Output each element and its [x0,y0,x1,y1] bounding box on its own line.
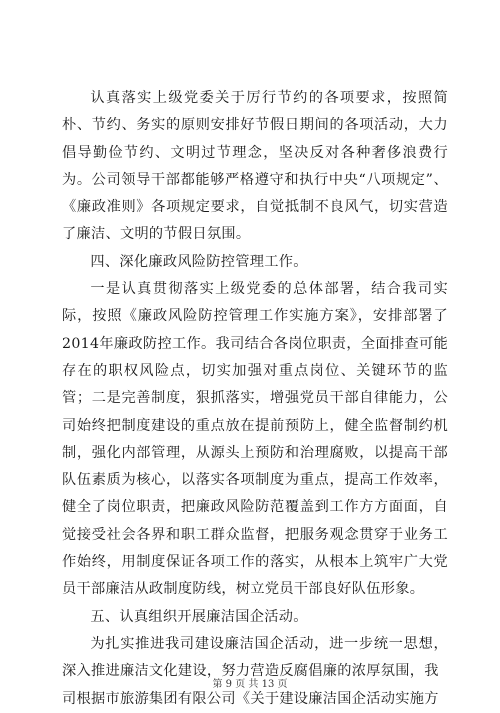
document-body [62,85,448,713]
paragraph-risk-control: 一是认真贯彻落实上级党委的总体部署，结合我司实际，按照《廉政风险防控管理工作实施方案》，安排部署了2014年廉政防控工作。我司结合各岗位职责，全面排查可能存在的职权风险点，切实加强对重点岗位、关键环节的监管；二是完善制度，狠抓落实，增强党员干部自律能力，公司始终把制度建设的重点放在提前预防上，健全监督制约机制，强化内部管理，从源头上预防和治理腐败，以提高干部队伍素质为核心，以落实各项制度为重点，提高工作效率，健全了岗位职责，把廉政风险防范覆盖到工作方方面面，自觉接受社会各界和职工群众监督，把服务观念贯穿于业务工作始终，用制度保证各项工作的落实，从根本上筑牢广大党员干部廉洁从政制度防线，树立党员干部良好队伍形象。 [62,281,448,598]
section-heading-clean-soe: 五、认真组织开展廉洁国企活动。 [90,608,308,625]
page-number-footer: 第 9 页 共 13 页 [212,679,288,690]
section-heading-risk-control: 四、深化廉政风险防控管理工作。 [90,253,308,270]
paragraph-clean-soe-continued: 司根据市旅游集团有限公司《关于建设廉洁国企活动实施方 [62,690,439,707]
paragraph-clean-soe-intro: 为扎实推进我司建设廉洁国企活动，进一步统一思想，深入推进廉洁文化建设，努力营造反腐倡廉的浓厚氛围，我 [62,635,448,680]
paragraph-frugality: 认真落实上级党委关于厉行节约的各项要求，按照简朴、节约、务实的原则安排好节假日期间的各项活动，大力倡导勤俭节约、文明过节理念，坚决反对各种奢侈浪费行为。公司领导干部都能够严格遵守和执行中央“八项规定”、《廉政准则》各项规定要求，自觉抵制不良风气，切实营造了廉洁、文明的节假日氛围。 [62,90,448,243]
